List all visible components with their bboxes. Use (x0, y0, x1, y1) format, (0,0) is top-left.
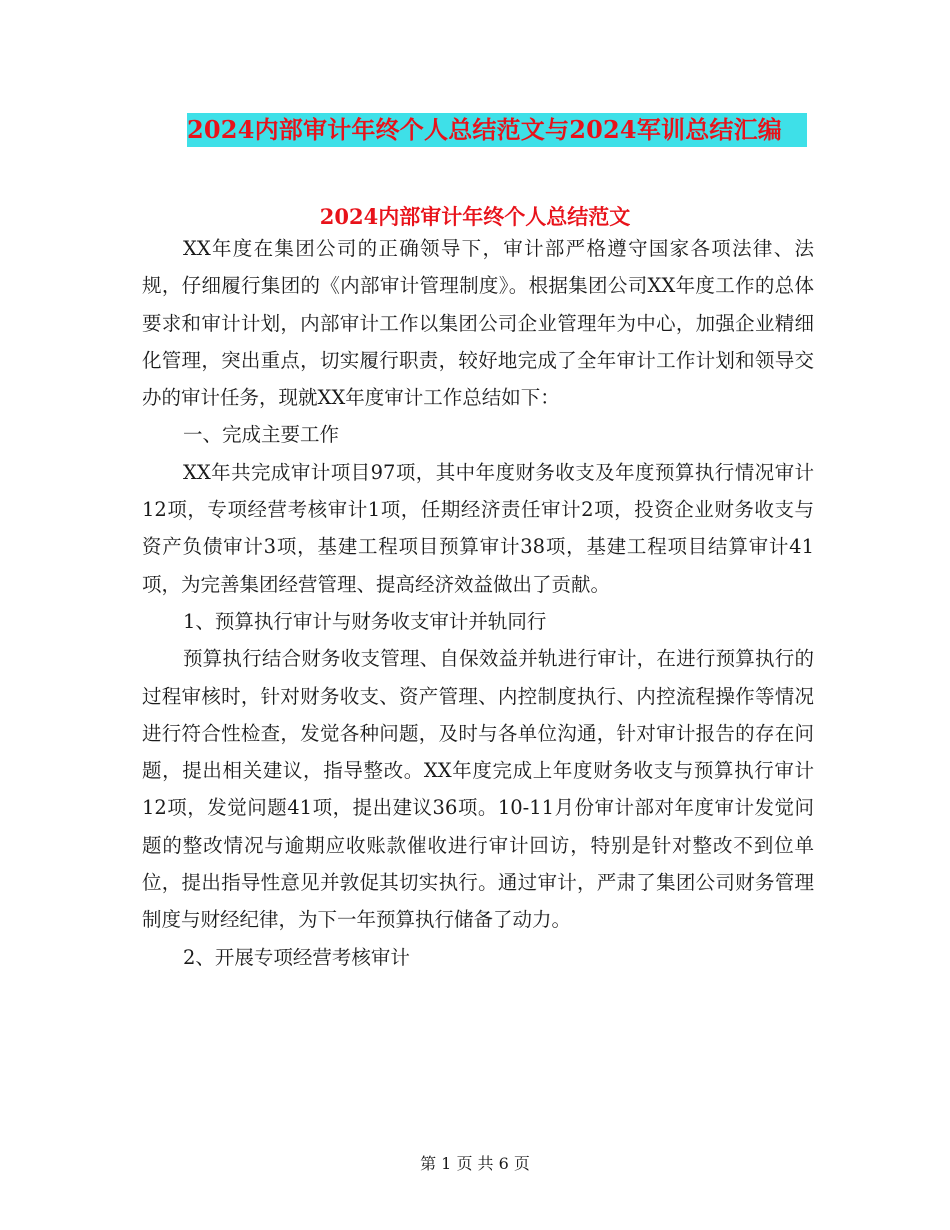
paragraph-audit-projects: XX年共完成审计项目97项，其中年度财务收支及年度预算执行情况审计12项，专项经营考核审计1项，任期经济责任审计2项，投资企业财务收支与资产负债审计3项，基建工程项目预算审计38项，基建工程项目结算审计41项，为完善集团经营管理、提高经济效益做出了贡献。 (142, 460, 814, 596)
heading-budget-audit: 1、预算执行审计与财务收支审计并轨同行 (182, 609, 547, 633)
paragraph-budget-audit: 预算执行结合财务收支管理、自保效益并轨进行审计，在进行预算执行的过程审核时，针对财务收支、资产管理、内控制度执行、内控流程操作等情况进行符合性检查，发觉各种问题，及时与各单位沟通，针对审计报告的存在问题，提出相关建议，指导整改。XX年度完成上年度财务收支与预算执行审计12项，发觉问题41项，提出建议36项。10-11月份审计部对年度审计发觉问题的整改情况与逾期应收账款催收进行审计回访，特别是针对整改不到位单位，提出指导性意见并敦促其切实执行。通过审计，严肃了集团公司财务管理制度与财经纪律，为下一年预算执行储备了动力。 (142, 647, 814, 932)
heading-main-work: 一、完成主要工作 (182, 423, 339, 447)
document-main-title: 2024内部审计年终个人总结范文与2024军训总结汇编 (187, 113, 807, 147)
document-body (142, 230, 814, 976)
page-footer: 第 1 页 共 6 页 (420, 1154, 530, 1173)
section-title: 2024内部审计年终个人总结范文 (319, 204, 631, 229)
paragraph-intro: XX年度在集团公司的正确领导下，审计部严格遵守国家各项法律、法规，仔细履行集团的《内部审计管理制度》。根据集团公司XX年度工作的总体要求和审计计划，内部审计工作以集团公司企业管理年为中心，加强企业精细化管理，突出重点，切实履行职责，较好地完成了全年审计工作计划和领导交办的审计任务，现就XX年度审计工作总结如下： (142, 237, 814, 410)
heading-special-audit: 2、开展专项经营考核审计 (182, 945, 410, 969)
